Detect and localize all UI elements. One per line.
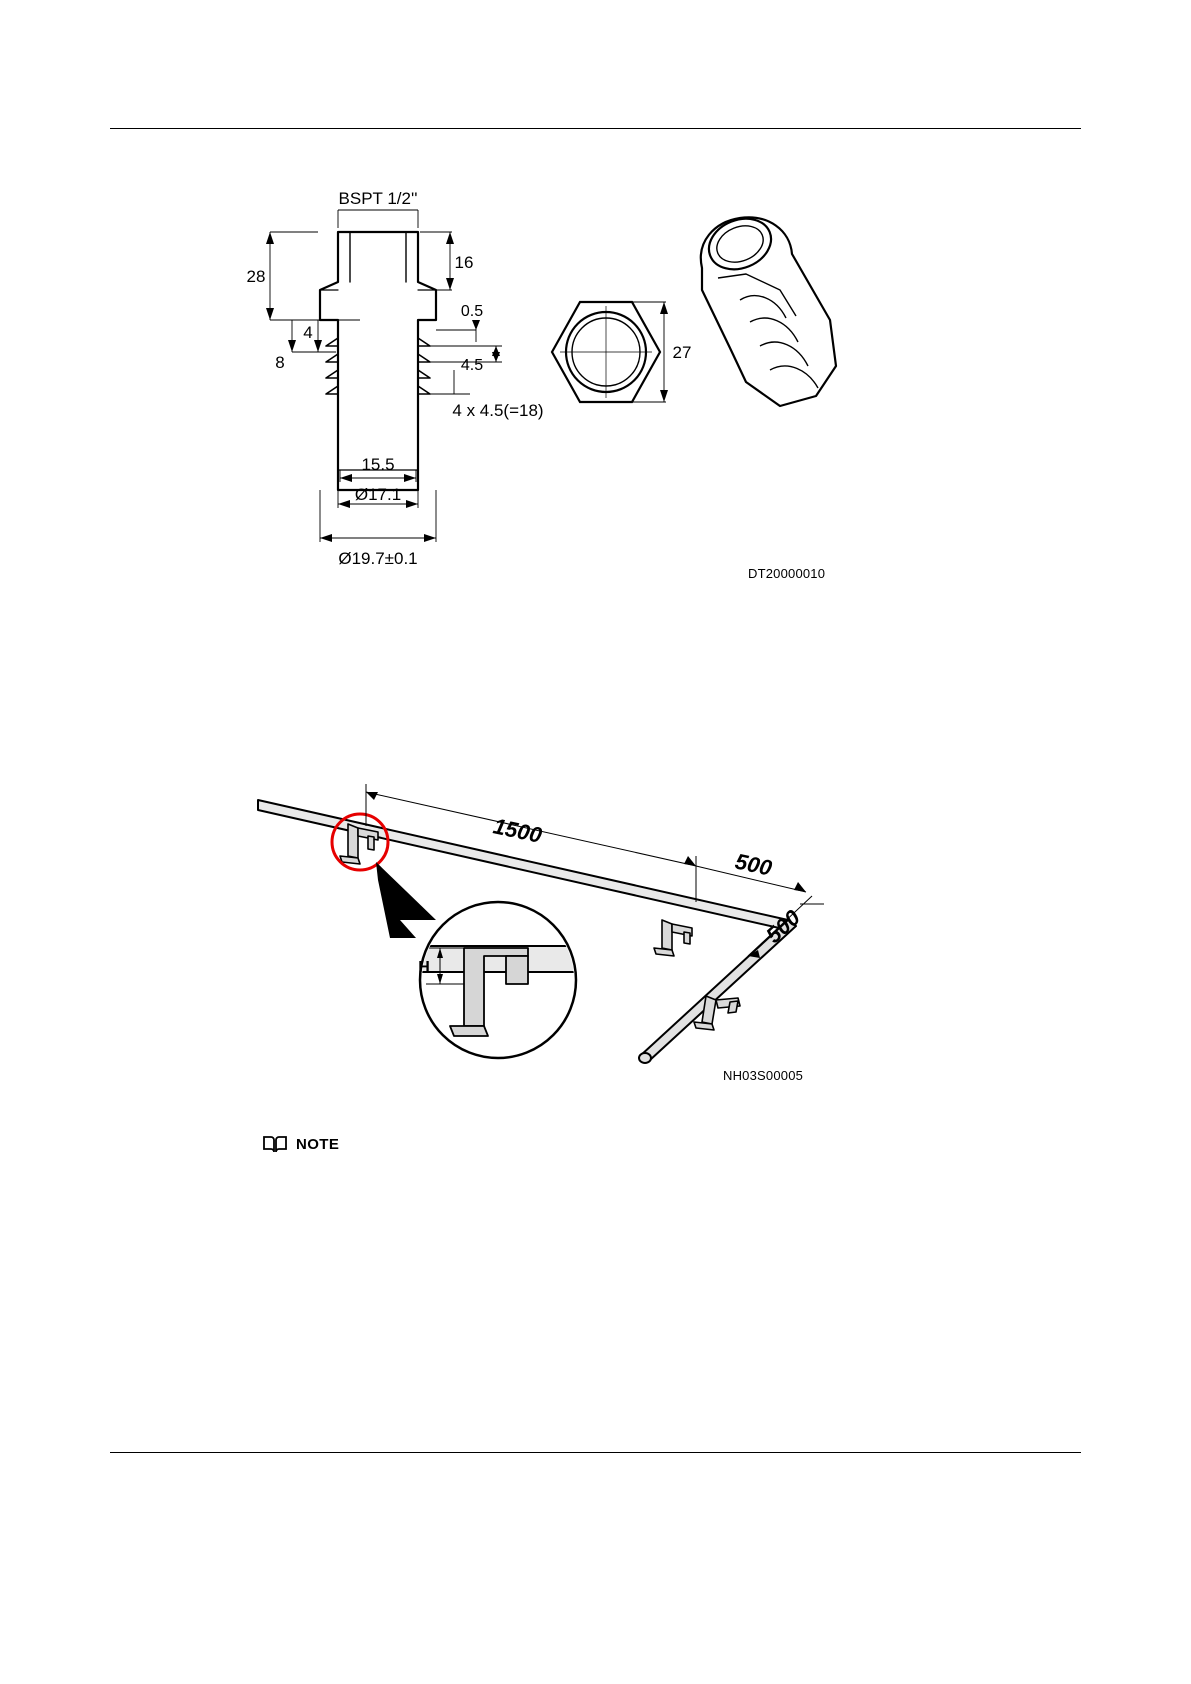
header-rule bbox=[110, 128, 1081, 129]
label-500-a: 500 bbox=[733, 848, 775, 881]
footer-rule bbox=[110, 1452, 1081, 1453]
label-4p5: 4.5 bbox=[460, 357, 484, 374]
label-barb-pitch: 4 x 4.5(=18) bbox=[452, 401, 544, 420]
book-icon bbox=[262, 1134, 288, 1154]
label-thread: BSPT 1/2'' bbox=[338, 189, 418, 208]
label-500-b: 500 bbox=[760, 904, 805, 949]
note-block bbox=[262, 1134, 339, 1154]
figure1-caption: DT20000010 bbox=[748, 566, 826, 581]
label-15p5: 15.5 bbox=[361, 455, 395, 474]
label-H: H bbox=[418, 959, 430, 976]
label-4: 4 bbox=[303, 323, 313, 342]
note-label: NOTE bbox=[296, 1135, 340, 1153]
label-8: 8 bbox=[275, 353, 285, 372]
label-16: 16 bbox=[454, 253, 474, 272]
figure2-caption: NH03S00005 bbox=[723, 1068, 804, 1083]
label-1500: 1500 bbox=[491, 813, 545, 848]
label-0p5: 0.5 bbox=[460, 303, 484, 320]
figure-pipe-bracket-drawing bbox=[240, 770, 830, 1070]
label-28: 28 bbox=[246, 267, 266, 286]
label-dia-19p7: Ø19.7±0.1 bbox=[338, 549, 418, 568]
label-dia-17p1: Ø17.1 bbox=[354, 485, 402, 504]
label-27: 27 bbox=[672, 343, 692, 362]
figure-fitting-drawing bbox=[240, 170, 880, 570]
